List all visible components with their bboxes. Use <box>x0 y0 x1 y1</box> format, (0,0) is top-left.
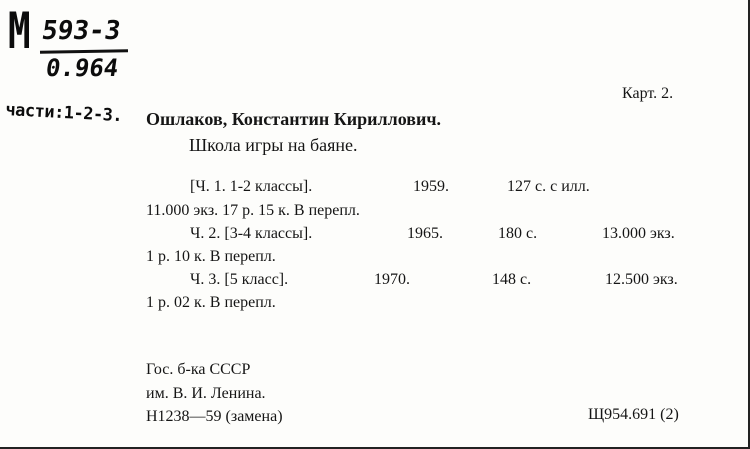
card-number: Карт. 2. <box>622 85 674 102</box>
part-2-label: Ч. 2. [3-4 классы]. <box>190 225 313 242</box>
shelf-mark-number: 593-3 <box>39 16 123 46</box>
book-title: Школа игры на баяне. <box>189 135 358 155</box>
parts-note: части:1-2-3. <box>4 100 123 127</box>
part-1-edition: 11.000 экз. 17 р. 15 к. В перепл. <box>146 202 360 219</box>
part-3-label: Ч. 3. [5 класс]. <box>190 271 289 288</box>
card-code: Н1238—59 (замена) <box>146 408 283 425</box>
part-1-pages: 127 с. с илл. <box>507 178 590 195</box>
part-2-copies: 13.000 экз. <box>602 225 675 242</box>
part-1-year: 1959. <box>413 178 449 195</box>
part-2-edition: 1 р. 10 к. В перепл. <box>146 248 276 265</box>
part-3-year: 1970. <box>374 271 410 288</box>
shelf-mark-letter: M <box>8 2 31 60</box>
classification-index: Щ954.691 (2) <box>588 406 679 423</box>
part-2-year: 1965. <box>407 225 443 242</box>
part-3-copies: 12.500 экз. <box>605 271 678 288</box>
library-name-line2: им. В. И. Ленина. <box>146 385 266 402</box>
part-3-edition: 1 р. 02 к. В перепл. <box>146 294 276 311</box>
part-1-label: [Ч. 1. 1-2 классы]. <box>190 178 313 195</box>
shelf-mark-sub: 0.964 <box>44 54 121 82</box>
author-heading: Ошлаков, Константин Кириллович. <box>146 109 442 129</box>
library-name: Гос. б-ка СССР <box>146 361 251 378</box>
part-2-pages: 180 с. <box>498 225 538 242</box>
part-3-pages: 148 с. <box>492 271 532 288</box>
